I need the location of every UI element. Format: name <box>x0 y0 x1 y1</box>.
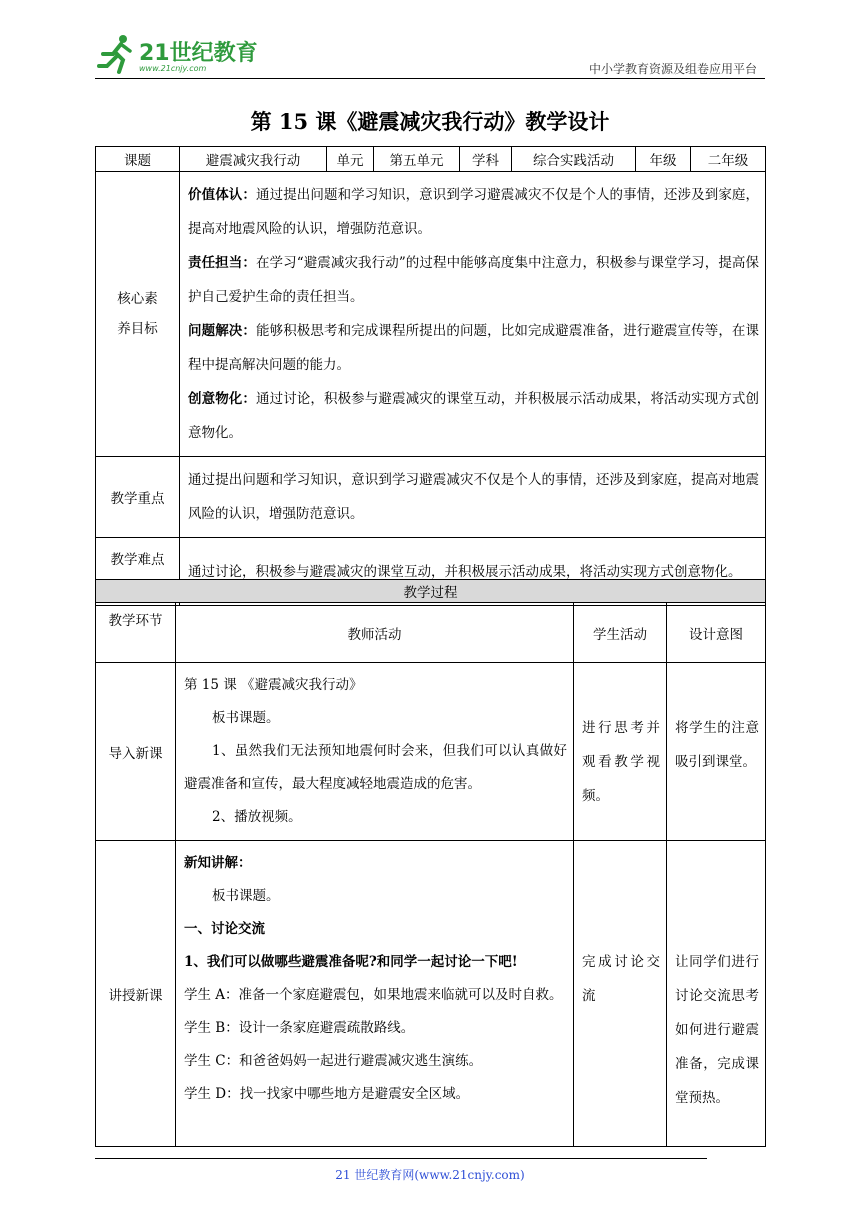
key-text: 通过提出问题和学习知识，意识到学习避震减灾不仅是个人的事情，还涉及到家庭，提高对地震风险的认识，增强防范意识。 <box>180 457 766 538</box>
key-label: 教学重点 <box>96 457 180 538</box>
unit-label: 单元 <box>327 147 374 172</box>
grade-label: 年级 <box>636 147 691 172</box>
logo-url: www.21cnjy.com <box>139 64 207 73</box>
grade-value: 二年级 <box>691 147 766 172</box>
intro-p2: 2、播放视频。 <box>212 809 302 825</box>
topic-label: 课题 <box>96 147 180 172</box>
core-label: 核心素养目标 <box>96 172 180 457</box>
core-goal-4: 创意物化：通过讨论，积极参与避震减灾的课堂互动，并积极展示活动成果，将活动实现方式创意物化。 <box>188 391 760 441</box>
subject-label: 学科 <box>460 147 512 172</box>
new-board: 板书课题。 <box>212 888 280 904</box>
process-title: 教学过程 <box>96 580 766 603</box>
new-section: 一、讨论交流 <box>184 921 265 937</box>
difficult-label: 教学难点 <box>96 538 180 606</box>
footer: 21 世纪教育网(www.21cnjy.com) <box>335 1168 525 1182</box>
page-header <box>95 30 765 79</box>
new-student: 完成讨论交流 <box>574 841 667 1147</box>
logo-text: 21世纪教育 <box>139 41 258 66</box>
new-teacher <box>176 841 574 1147</box>
new-heading: 新知讲解： <box>184 855 252 871</box>
student-b: 学生 B：设计一条家庭避震疏散路线。 <box>184 1020 415 1036</box>
difficult-text: 通过讨论，积极参与避震减灾的课堂互动，并积极展示活动成果，将活动实现方式创意物化。 <box>180 538 766 606</box>
unit-value: 第五单元 <box>374 147 460 172</box>
core-goals <box>180 172 766 457</box>
intro-student: 进行思考并观看教学视频。 <box>574 663 667 841</box>
intro-intent: 将学生的注意吸引到课堂。 <box>667 663 766 841</box>
core-goal-1: 价值体认：通过提出问题和学习知识，意识到学习避震减灾不仅是个人的事情，还涉及到家庭，提高对地震风险的认识，增强防范意识。 <box>188 187 760 237</box>
new-question: 1、我们可以做哪些避震准备呢?和同学一起讨论一下吧! <box>184 954 518 970</box>
col-stage: 教学环节 <box>96 603 176 663</box>
col-teacher: 教师活动 <box>176 603 574 663</box>
col-intent: 设计意图 <box>667 603 766 663</box>
process-table <box>95 579 766 1147</box>
logo <box>95 30 265 78</box>
new-stage: 讲授新课 <box>96 841 176 1147</box>
core-goal-3: 问题解决：能够积极思考和完成课程所提出的问题，比如完成避震准备，进行避震宣传等，在课程中提高解决问题的能力。 <box>188 323 760 373</box>
student-d: 学生 D：找一找家中哪些地方是避震安全区域。 <box>184 1086 470 1102</box>
col-student: 学生活动 <box>574 603 667 663</box>
core-goal-2: 责任担当：在学习“避震减灾我行动”的过程中能够高度集中注意力，积极参与课堂学习，提高保护自己爱护生命的责任担当。 <box>188 255 760 305</box>
student-c: 学生 C：和爸爸妈妈一起进行避震减灾逃生演练。 <box>184 1053 483 1069</box>
intro-p1: 1、虽然我们无法预知地震何时会来，但我们可以认真做好避震准备和宣传，最大程度减轻地震造成的危害。 <box>184 743 567 792</box>
intro-board: 板书课题。 <box>212 710 280 726</box>
runner-logo-icon <box>95 32 139 76</box>
header-tagline: 中小学教育资源及组卷应用平台 <box>588 62 757 76</box>
intro-lesson: 第 15 课 《避震减灾我行动》 <box>184 677 363 693</box>
student-a: 学生 A：准备一个家庭避震包，如果地震来临就可以及时自救。 <box>184 987 563 1003</box>
new-intent: 让同学们进行讨论交流思考如何进行避震准备，完成课堂预热。 <box>667 841 766 1147</box>
topic-value: 避震减灾我行动 <box>180 147 327 172</box>
footer-divider <box>95 1158 707 1159</box>
page-title: 第 15 课《避震减灾我行动》教学设计 <box>250 109 610 134</box>
intro-teacher <box>176 663 574 841</box>
subject-value: 综合实践活动 <box>512 147 636 172</box>
info-table <box>95 146 766 606</box>
intro-stage: 导入新课 <box>96 663 176 841</box>
